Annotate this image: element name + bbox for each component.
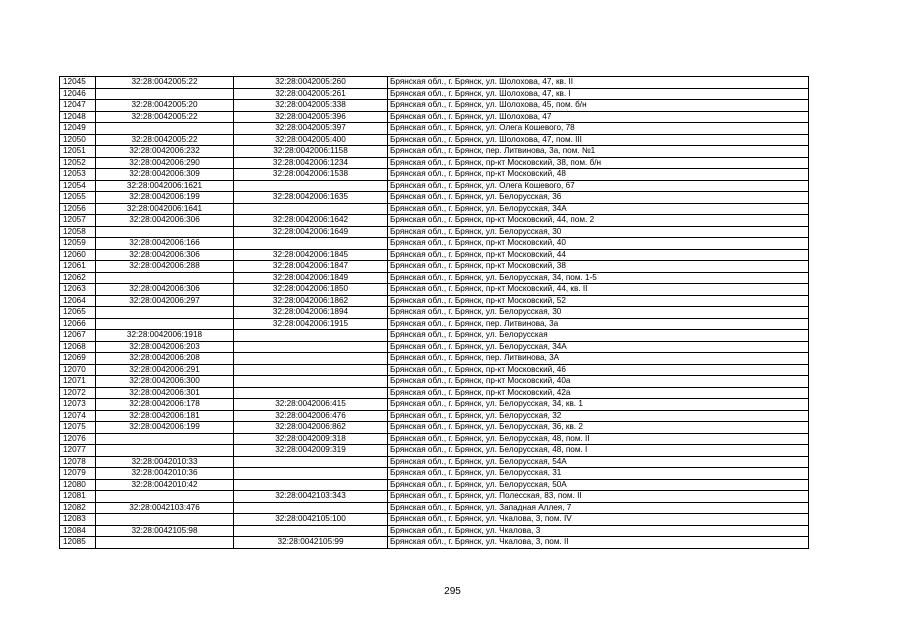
- row-number-cell: 12082: [60, 502, 96, 514]
- land-cadastral-number-cell: 32:28:0042006:309: [96, 169, 234, 181]
- table-row: [60, 433, 809, 445]
- building-cadastral-number-cell: 32:28:0042105:100: [234, 514, 388, 526]
- land-cadastral-number-cell: 32:28:0042005:22: [96, 111, 234, 123]
- land-cadastral-number-cell: 32:28:0042006:166: [96, 238, 234, 250]
- building-cadastral-number-cell: 32:28:0042006:1847: [234, 261, 388, 273]
- table-row: [60, 376, 809, 388]
- table-row: [60, 318, 809, 330]
- row-number-cell: 12057: [60, 215, 96, 227]
- address-cell: Брянская обл., г. Брянск, ул. Белорусская, 36, кв. 2: [388, 422, 809, 434]
- land-cadastral-number-cell: 32:28:0042103:476: [96, 502, 234, 514]
- land-cadastral-number-cell: 32:28:0042006:1918: [96, 330, 234, 342]
- table-row: [60, 169, 809, 181]
- building-cadastral-number-cell: 32:28:0042006:1849: [234, 272, 388, 284]
- land-cadastral-number-cell: 32:28:0042010:36: [96, 468, 234, 480]
- address-cell: Брянская обл., г. Брянск, пр-кт Московский, 52: [388, 295, 809, 307]
- address-cell: Брянская обл., г. Брянск, пр-кт Московский, 46: [388, 364, 809, 376]
- building-cadastral-number-cell: [234, 502, 388, 514]
- address-cell: Брянская обл., г. Брянск, ул. Чкалова, 3, пом. II: [388, 537, 809, 549]
- row-number-cell: 12047: [60, 100, 96, 112]
- land-cadastral-number-cell: 32:28:0042006:306: [96, 284, 234, 296]
- address-cell: Брянская обл., г. Брянск, ул. Белорусская, 50А: [388, 479, 809, 491]
- row-number-cell: 12062: [60, 272, 96, 284]
- land-cadastral-number-cell: 32:28:0042006:232: [96, 146, 234, 158]
- address-cell: Брянская обл., г. Брянск, пер. Литвинова, 3А: [388, 353, 809, 365]
- table-row: [60, 100, 809, 112]
- building-cadastral-number-cell: 32:28:0042006:1635: [234, 192, 388, 204]
- table-row: [60, 215, 809, 227]
- address-cell: Брянская обл., г. Брянск, ул. Олега Кошевого, 78: [388, 123, 809, 135]
- address-cell: Брянская обл., г. Брянск, ул. Белорусская, 31: [388, 468, 809, 480]
- building-cadastral-number-cell: 32:28:0042006:862: [234, 422, 388, 434]
- table-row: [60, 77, 809, 89]
- table-row: [60, 261, 809, 273]
- land-cadastral-number-cell: 32:28:0042006:208: [96, 353, 234, 365]
- row-number-cell: 12049: [60, 123, 96, 135]
- land-cadastral-number-cell: 32:28:0042006:301: [96, 387, 234, 399]
- address-cell: Брянская обл., г. Брянск, ул. Белорусская, 48, пом. II: [388, 433, 809, 445]
- land-cadastral-number-cell: 32:28:0042006:178: [96, 399, 234, 411]
- land-cadastral-number-cell: [96, 433, 234, 445]
- table-row: [60, 192, 809, 204]
- building-cadastral-number-cell: 32:28:0042006:415: [234, 399, 388, 411]
- land-cadastral-number-cell: 32:28:0042006:306: [96, 249, 234, 261]
- registry-table-body: [60, 77, 809, 549]
- address-cell: Брянская обл., г. Брянск, ул. Белорусская: [388, 330, 809, 342]
- row-number-cell: 12068: [60, 341, 96, 353]
- table-row: [60, 238, 809, 250]
- row-number-cell: 12084: [60, 525, 96, 537]
- address-cell: Брянская обл., г. Брянск, ул. Шолохова, 47, кв. II: [388, 77, 809, 89]
- address-cell: Брянская обл., г. Брянск, ул. Белорусская, 34А: [388, 203, 809, 215]
- building-cadastral-number-cell: 32:28:0042006:1649: [234, 226, 388, 238]
- table-row: [60, 399, 809, 411]
- table-row: [60, 525, 809, 537]
- land-cadastral-number-cell: 32:28:0042006:288: [96, 261, 234, 273]
- table-row: [60, 203, 809, 215]
- table-row: [60, 422, 809, 434]
- building-cadastral-number-cell: [234, 341, 388, 353]
- table-row: [60, 111, 809, 123]
- address-cell: Брянская обл., г. Брянск, пр-кт Московский, 40а: [388, 376, 809, 388]
- address-cell: Брянская обл., г. Брянск, ул. Белорусская, 48, пом. I: [388, 445, 809, 457]
- building-cadastral-number-cell: 32:28:0042005:400: [234, 134, 388, 146]
- building-cadastral-number-cell: 32:28:0042006:1234: [234, 157, 388, 169]
- address-cell: Брянская обл., г. Брянск, ул. Чкалова, 3: [388, 525, 809, 537]
- address-cell: Брянская обл., г. Брянск, ул. Чкалова, 3, пом. IV: [388, 514, 809, 526]
- row-number-cell: 12055: [60, 192, 96, 204]
- address-cell: Брянская обл., г. Брянск, ул. Шолохова, 45, пом. б/н: [388, 100, 809, 112]
- table-row: [60, 330, 809, 342]
- land-cadastral-number-cell: 32:28:0042006:297: [96, 295, 234, 307]
- building-cadastral-number-cell: [234, 364, 388, 376]
- row-number-cell: 12054: [60, 180, 96, 192]
- address-cell: Брянская обл., г. Брянск, ул. Шолохова, 47, кв. I: [388, 88, 809, 100]
- table-row: [60, 341, 809, 353]
- row-number-cell: 12067: [60, 330, 96, 342]
- row-number-cell: 12048: [60, 111, 96, 123]
- building-cadastral-number-cell: [234, 330, 388, 342]
- address-cell: Брянская обл., г. Брянск, ул. Белорусская, 34, кв. 1: [388, 399, 809, 411]
- building-cadastral-number-cell: [234, 180, 388, 192]
- row-number-cell: 12046: [60, 88, 96, 100]
- building-cadastral-number-cell: 32:28:0042005:396: [234, 111, 388, 123]
- address-cell: Брянская обл., г. Брянск, ул. Белорусская, 30: [388, 226, 809, 238]
- row-number-cell: 12076: [60, 433, 96, 445]
- table-row: [60, 410, 809, 422]
- table-row: [60, 502, 809, 514]
- address-cell: Брянская обл., г. Брянск, ул. Шолохова, 47: [388, 111, 809, 123]
- address-cell: Брянская обл., г. Брянск, пр-кт Московский, 48: [388, 169, 809, 181]
- land-cadastral-number-cell: 32:28:0042006:199: [96, 422, 234, 434]
- address-cell: Брянская обл., г. Брянск, пер. Литвинова, 3а: [388, 318, 809, 330]
- row-number-cell: 12078: [60, 456, 96, 468]
- building-cadastral-number-cell: 32:28:0042006:1915: [234, 318, 388, 330]
- address-cell: Брянская обл., г. Брянск, пр-кт Московский, 40: [388, 238, 809, 250]
- table-row: [60, 157, 809, 169]
- land-cadastral-number-cell: [96, 123, 234, 135]
- row-number-cell: 12060: [60, 249, 96, 261]
- row-number-cell: 12077: [60, 445, 96, 457]
- land-cadastral-number-cell: [96, 272, 234, 284]
- building-cadastral-number-cell: 32:28:0042005:260: [234, 77, 388, 89]
- table-row: [60, 295, 809, 307]
- row-number-cell: 12081: [60, 491, 96, 503]
- building-cadastral-number-cell: 32:28:0042006:1158: [234, 146, 388, 158]
- table-row: [60, 537, 809, 549]
- land-cadastral-number-cell: 32:28:0042010:42: [96, 479, 234, 491]
- building-cadastral-number-cell: [234, 353, 388, 365]
- address-cell: Брянская обл., г. Брянск, ул. Белорусская, 54А: [388, 456, 809, 468]
- row-number-cell: 12065: [60, 307, 96, 319]
- land-cadastral-number-cell: 32:28:0042006:1621: [96, 180, 234, 192]
- address-cell: Брянская обл., г. Брянск, ул. Западная Аллея, 7: [388, 502, 809, 514]
- row-number-cell: 12053: [60, 169, 96, 181]
- building-cadastral-number-cell: [234, 479, 388, 491]
- table-row: [60, 272, 809, 284]
- table-row: [60, 123, 809, 135]
- land-cadastral-number-cell: 32:28:0042006:300: [96, 376, 234, 388]
- address-cell: Брянская обл., г. Брянск, ул. Белорусская, 34А: [388, 341, 809, 353]
- table-row: [60, 364, 809, 376]
- address-cell: Брянская обл., г. Брянск, пр-кт Московский, 38: [388, 261, 809, 273]
- row-number-cell: 12071: [60, 376, 96, 388]
- building-cadastral-number-cell: [234, 456, 388, 468]
- row-number-cell: 12070: [60, 364, 96, 376]
- table-row: [60, 514, 809, 526]
- building-cadastral-number-cell: 32:28:0042006:1850: [234, 284, 388, 296]
- address-cell: Брянская обл., г. Брянск, ул. Белорусская, 32: [388, 410, 809, 422]
- address-cell: Брянская обл., г. Брянск, ул. Шолохова, 47, пом. III: [388, 134, 809, 146]
- table-row: [60, 468, 809, 480]
- building-cadastral-number-cell: 32:28:0042005:397: [234, 123, 388, 135]
- table-row: [60, 387, 809, 399]
- address-cell: Брянская обл., г. Брянск, ул. Полесская, 83, пом. II: [388, 491, 809, 503]
- table-row: [60, 479, 809, 491]
- building-cadastral-number-cell: 32:28:0042103:343: [234, 491, 388, 503]
- building-cadastral-number-cell: 32:28:0042009:318: [234, 433, 388, 445]
- address-cell: Брянская обл., г. Брянск, пер. Литвинова, 3а, пом. №1: [388, 146, 809, 158]
- row-number-cell: 12074: [60, 410, 96, 422]
- building-cadastral-number-cell: [234, 387, 388, 399]
- table-row: [60, 284, 809, 296]
- row-number-cell: 12064: [60, 295, 96, 307]
- building-cadastral-number-cell: [234, 525, 388, 537]
- table-row: [60, 353, 809, 365]
- land-cadastral-number-cell: 32:28:0042006:1641: [96, 203, 234, 215]
- row-number-cell: 12045: [60, 77, 96, 89]
- table-row: [60, 456, 809, 468]
- land-cadastral-number-cell: [96, 491, 234, 503]
- land-cadastral-number-cell: 32:28:0042010:33: [96, 456, 234, 468]
- address-cell: Брянская обл., г. Брянск, ул. Белорусская, 36: [388, 192, 809, 204]
- address-cell: Брянская обл., г. Брянск, пр-кт Московский, 44, кв. II: [388, 284, 809, 296]
- address-cell: Брянская обл., г. Брянск, пр-кт Московский, 38, пом. б/н: [388, 157, 809, 169]
- building-cadastral-number-cell: 32:28:0042006:1862: [234, 295, 388, 307]
- row-number-cell: 12079: [60, 468, 96, 480]
- building-cadastral-number-cell: [234, 203, 388, 215]
- row-number-cell: 12052: [60, 157, 96, 169]
- row-number-cell: 12075: [60, 422, 96, 434]
- building-cadastral-number-cell: 32:28:0042005:338: [234, 100, 388, 112]
- row-number-cell: 12061: [60, 261, 96, 273]
- row-number-cell: 12058: [60, 226, 96, 238]
- land-cadastral-number-cell: [96, 514, 234, 526]
- table-row: [60, 226, 809, 238]
- building-cadastral-number-cell: 32:28:0042009:319: [234, 445, 388, 457]
- land-cadastral-number-cell: 32:28:0042006:291: [96, 364, 234, 376]
- row-number-cell: 12051: [60, 146, 96, 158]
- row-number-cell: 12080: [60, 479, 96, 491]
- registry-table: [59, 76, 809, 549]
- building-cadastral-number-cell: 32:28:0042006:1538: [234, 169, 388, 181]
- land-cadastral-number-cell: 32:28:0042006:306: [96, 215, 234, 227]
- row-number-cell: 12085: [60, 537, 96, 549]
- row-number-cell: 12083: [60, 514, 96, 526]
- table-row: [60, 249, 809, 261]
- building-cadastral-number-cell: 32:28:0042006:1642: [234, 215, 388, 227]
- table-row: [60, 180, 809, 192]
- table-row: [60, 307, 809, 319]
- building-cadastral-number-cell: 32:28:0042105:99: [234, 537, 388, 549]
- land-cadastral-number-cell: [96, 307, 234, 319]
- building-cadastral-number-cell: [234, 238, 388, 250]
- row-number-cell: 12066: [60, 318, 96, 330]
- address-cell: Брянская обл., г. Брянск, ул. Олега Кошевого, 67: [388, 180, 809, 192]
- row-number-cell: 12069: [60, 353, 96, 365]
- page-number: 295: [444, 586, 461, 597]
- land-cadastral-number-cell: [96, 318, 234, 330]
- land-cadastral-number-cell: [96, 226, 234, 238]
- land-cadastral-number-cell: 32:28:0042006:290: [96, 157, 234, 169]
- address-cell: Брянская обл., г. Брянск, пр-кт Московский, 44: [388, 249, 809, 261]
- land-cadastral-number-cell: [96, 445, 234, 457]
- land-cadastral-number-cell: 32:28:0042006:199: [96, 192, 234, 204]
- table-row: [60, 491, 809, 503]
- table-row: [60, 88, 809, 100]
- building-cadastral-number-cell: 32:28:0042006:1845: [234, 249, 388, 261]
- land-cadastral-number-cell: 32:28:0042005:22: [96, 134, 234, 146]
- address-cell: Брянская обл., г. Брянск, пр-кт Московский, 42а: [388, 387, 809, 399]
- table-row: [60, 445, 809, 457]
- table-row: [60, 146, 809, 158]
- land-cadastral-number-cell: 32:28:0042006:203: [96, 341, 234, 353]
- row-number-cell: 12073: [60, 399, 96, 411]
- building-cadastral-number-cell: 32:28:0042006:1894: [234, 307, 388, 319]
- row-number-cell: 12063: [60, 284, 96, 296]
- row-number-cell: 12056: [60, 203, 96, 215]
- land-cadastral-number-cell: [96, 88, 234, 100]
- address-cell: Брянская обл., г. Брянск, ул. Белорусская, 34, пом. 1-5: [388, 272, 809, 284]
- building-cadastral-number-cell: [234, 376, 388, 388]
- land-cadastral-number-cell: 32:28:0042006:181: [96, 410, 234, 422]
- building-cadastral-number-cell: [234, 468, 388, 480]
- row-number-cell: 12050: [60, 134, 96, 146]
- land-cadastral-number-cell: [96, 537, 234, 549]
- address-cell: Брянская обл., г. Брянск, пр-кт Московский, 44, пом. 2: [388, 215, 809, 227]
- land-cadastral-number-cell: 32:28:0042005:22: [96, 77, 234, 89]
- land-cadastral-number-cell: 32:28:0042005:20: [96, 100, 234, 112]
- building-cadastral-number-cell: 32:28:0042005:261: [234, 88, 388, 100]
- row-number-cell: 12059: [60, 238, 96, 250]
- address-cell: Брянская обл., г. Брянск, ул. Белорусская, 30: [388, 307, 809, 319]
- table-row: [60, 134, 809, 146]
- land-cadastral-number-cell: 32:28:0042105:98: [96, 525, 234, 537]
- building-cadastral-number-cell: 32:28:0042006:476: [234, 410, 388, 422]
- row-number-cell: 12072: [60, 387, 96, 399]
